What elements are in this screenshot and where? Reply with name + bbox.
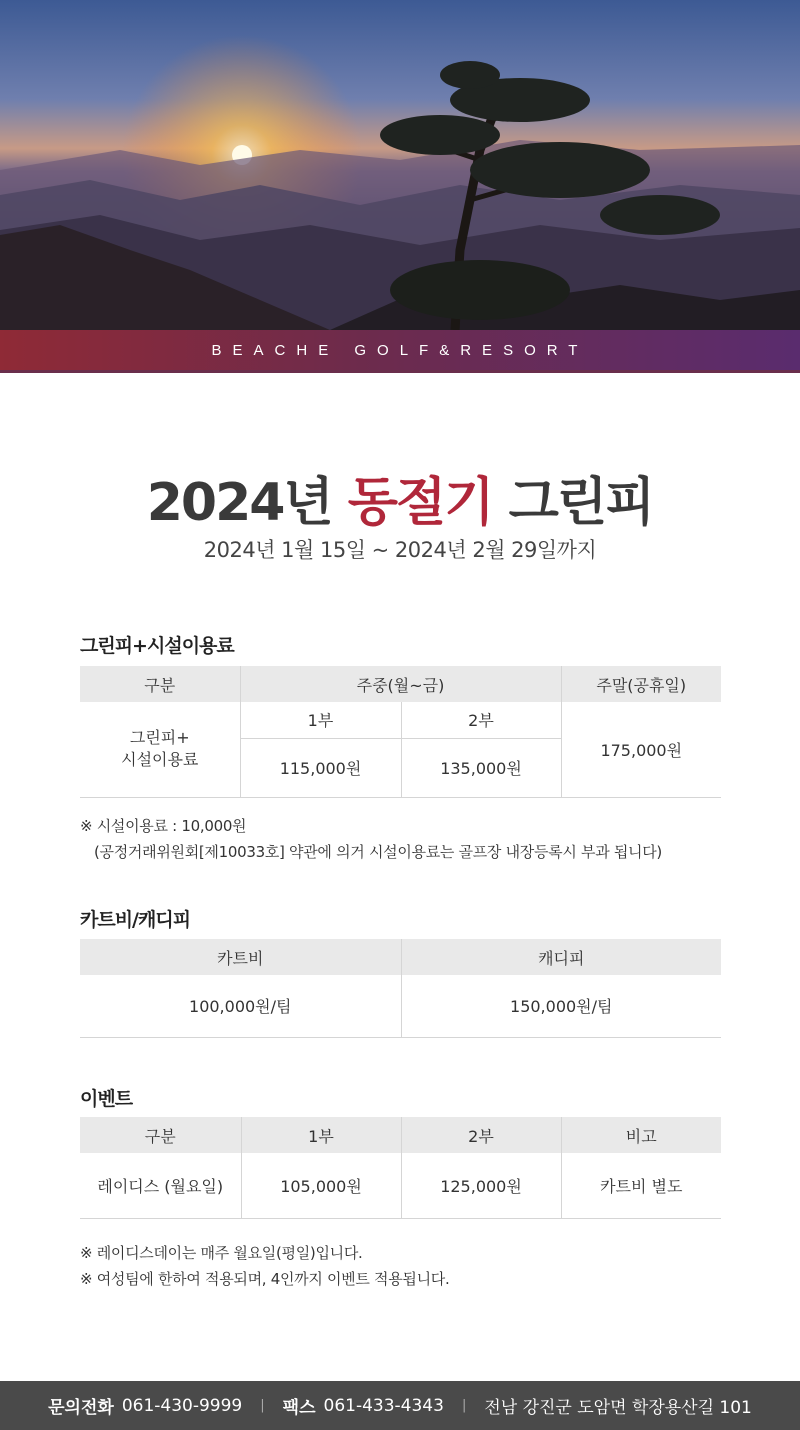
header-caddie: 캐디피 [401, 939, 721, 975]
table-row [80, 702, 721, 738]
ftc-note: (공정거래위원회[제10033호] 약관에 의거 시설이용료는 골프장 내장등록시 부과 됩니다) [94, 843, 662, 861]
table-row [80, 975, 721, 1037]
header-weekday: 주중(월~금) [240, 666, 561, 702]
table-header-row [80, 666, 721, 702]
part1-label: 1부 [240, 702, 401, 738]
table-header-row [80, 1117, 721, 1153]
row-label-greenfee: 그린피+ 시설이용료 [80, 702, 240, 797]
table-row [80, 1153, 721, 1218]
header-cart: 카트비 [80, 939, 401, 975]
header-remark: 비고 [561, 1117, 721, 1153]
period-subtitle: 2024년 1월 15일 ~ 2024년 2월 29일까지 [203, 538, 597, 562]
fax-label: 팩스 [282, 1398, 316, 1418]
header-weekend: 주말(공휴일) [561, 666, 721, 702]
ladies-day-note: ※ 레이디스데이는 매주 월요일(평일)입니다. [80, 1244, 363, 1262]
brand-band [0, 330, 800, 370]
header-part2: 2부 [401, 1117, 561, 1153]
event-price2: 125,000원 [401, 1153, 561, 1218]
header-part1: 1부 [241, 1117, 401, 1153]
phone-number[interactable]: 061-430-9999 [121, 1395, 243, 1416]
header-category: 구분 [80, 666, 240, 702]
footer-separator: | [260, 1398, 265, 1413]
event-remark: 카트비 별도 [561, 1153, 721, 1218]
greenfee-heading: 그린피+시설이용료 [80, 635, 234, 657]
title-year: 2024년 [146, 473, 332, 533]
weekend-price: 175,000원 [561, 702, 721, 797]
part1-price: 115,000원 [240, 738, 401, 797]
cart-heading: 카트비/캐디피 [80, 909, 191, 931]
part2-price: 135,000원 [401, 738, 561, 797]
part2-label: 2부 [401, 702, 561, 738]
title-accent: 동절기 [347, 473, 493, 533]
hero-image [0, 0, 800, 330]
event-notes [80, 1240, 449, 1292]
cart-table [80, 939, 721, 1038]
table-header-row [80, 939, 721, 975]
greenfee-table [80, 666, 721, 798]
cart-fee: 100,000원/팀 [80, 975, 401, 1037]
event-heading: 이벤트 [80, 1088, 133, 1110]
greenfee-note [80, 813, 662, 865]
title-rest: 그린피 [508, 473, 654, 533]
fax-number: 061-433-4343 [323, 1395, 444, 1416]
women-team-note: ※ 여성팀에 한하여 적용되며, 4인까지 이벤트 적용됩니다. [80, 1270, 450, 1288]
address: 전남 강진군 도암면 학장용산길 101 [484, 1398, 752, 1418]
contact-footer [0, 1381, 800, 1430]
facility-fee-note: ※ 시설이용료 : 10,000원 [80, 817, 247, 835]
page-title [0, 460, 800, 535]
footer-separator: | [461, 1398, 467, 1413]
header-category: 구분 [80, 1117, 241, 1153]
sunset-pine-illustration [0, 0, 800, 330]
event-price1: 105,000원 [241, 1153, 401, 1218]
brand-name: BEACHE GOLF&RESORT [211, 341, 589, 359]
event-table [80, 1117, 721, 1219]
band-divider [0, 370, 800, 373]
caddie-fee: 150,000원/팀 [401, 975, 721, 1037]
event-ladies: 레이디스 (월요일) [80, 1153, 241, 1218]
phone-label: 문의전화 [48, 1398, 114, 1418]
